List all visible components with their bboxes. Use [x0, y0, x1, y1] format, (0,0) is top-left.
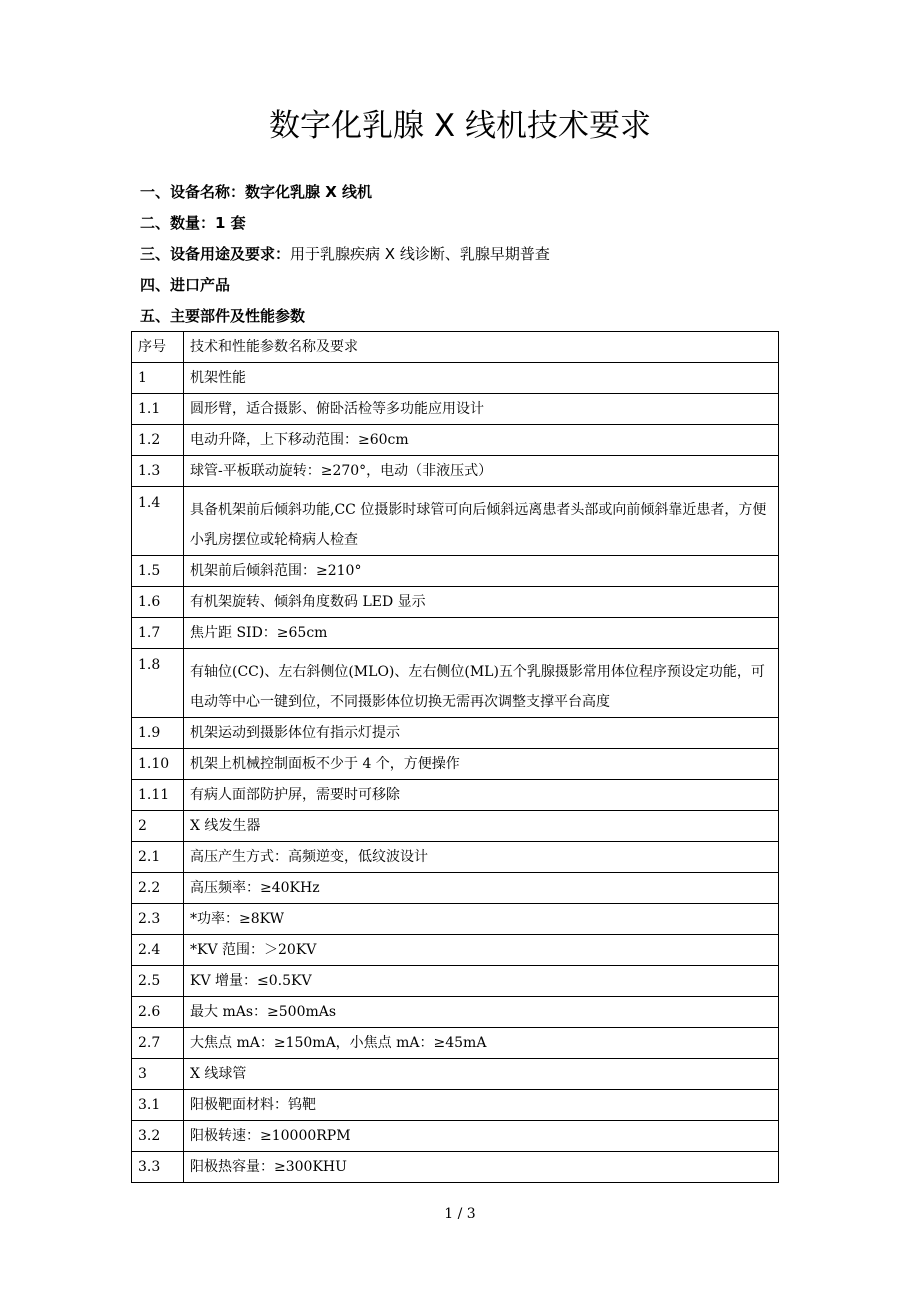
table-row	[132, 649, 779, 718]
row-number-cell: 2.5	[132, 966, 184, 997]
table-row	[132, 425, 779, 456]
row-description-cell: 机架运动到摄影体位有指示灯提示	[184, 718, 779, 749]
row-number-cell: 2	[132, 811, 184, 842]
document-title: 数字化乳腺 X 线机技术要求	[269, 108, 651, 144]
row-description-cell: X 线球管	[184, 1059, 779, 1090]
table-row	[132, 556, 779, 587]
row-number-cell: 2.7	[132, 1028, 184, 1059]
table-row	[132, 456, 779, 487]
section-text: 用于乳腺疾病 X 线诊断、乳腺早期普查	[290, 245, 550, 263]
table-row	[132, 1059, 779, 1090]
row-description-cell: 电动升降，上下移动范围：≥60cm	[184, 425, 779, 456]
row-number-cell: 2.6	[132, 997, 184, 1028]
row-description-cell: 有机架旋转、倾斜角度数码 LED 显示	[184, 587, 779, 618]
table-row	[132, 1152, 779, 1183]
row-number-cell: 3.1	[132, 1090, 184, 1121]
table-row	[132, 749, 779, 780]
section-label: 五、主要部件及性能参数	[140, 307, 306, 325]
table-row	[132, 1090, 779, 1121]
row-number-cell: 3	[132, 1059, 184, 1090]
row-description-cell: *功率：≥8KW	[184, 904, 779, 935]
table-row	[132, 487, 779, 556]
section-label: 三、设备用途及要求：	[140, 245, 291, 263]
table-row	[132, 394, 779, 425]
page-number: 1 / 3	[444, 1206, 476, 1222]
table-row	[132, 1028, 779, 1059]
spec-table	[131, 331, 779, 1183]
row-description-cell: 阳极热容量：≥300KHU	[184, 1152, 779, 1183]
row-number-cell: 1.1	[132, 394, 184, 425]
table-row	[132, 618, 779, 649]
section-heading-imported	[140, 274, 230, 296]
row-description-cell: 机架上机械控制面板不少于 4 个，方便操作	[184, 749, 779, 780]
row-description-cell: 有病人面部防护屏，需要时可移除	[184, 780, 779, 811]
row-description-cell: *KV 范围：＞20KV	[184, 935, 779, 966]
row-description-cell: 最大 mAs：≥500mAs	[184, 997, 779, 1028]
row-description-cell: 机架性能	[184, 363, 779, 394]
section-label: 四、进口产品	[140, 276, 231, 294]
section-heading-usage	[140, 243, 550, 265]
row-number-cell: 2.4	[132, 935, 184, 966]
table-row	[132, 587, 779, 618]
row-number-cell: 1.11	[132, 780, 184, 811]
row-description-cell: 圆形臂，适合摄影、俯卧活检等多功能应用设计	[184, 394, 779, 425]
section-label: 一、设备名称：	[140, 183, 246, 201]
table-body	[132, 363, 779, 1183]
table-row	[132, 966, 779, 997]
header-cell-desc: 技术和性能参数名称及要求	[184, 332, 779, 363]
row-number-cell: 1.6	[132, 587, 184, 618]
section-heading-device-name	[140, 181, 372, 203]
row-number-cell: 1.8	[132, 649, 184, 718]
row-number-cell: 2.1	[132, 842, 184, 873]
row-description-cell: 大焦点 mA：≥150mA，小焦点 mA：≥45mA	[184, 1028, 779, 1059]
row-description-cell: 阳极转速：≥10000RPM	[184, 1121, 779, 1152]
table-row	[132, 811, 779, 842]
table-row	[132, 935, 779, 966]
row-description-cell: 焦片距 SID：≥65cm	[184, 618, 779, 649]
row-number-cell: 3.2	[132, 1121, 184, 1152]
table-row	[132, 842, 779, 873]
row-number-cell: 1.3	[132, 456, 184, 487]
table-row	[132, 363, 779, 394]
section-text: 数字化乳腺 X 线机	[245, 183, 373, 201]
table-row	[132, 718, 779, 749]
row-number-cell: 1.2	[132, 425, 184, 456]
table-row	[132, 1121, 779, 1152]
row-number-cell: 1	[132, 363, 184, 394]
row-number-cell: 2.2	[132, 873, 184, 904]
section-text: 1 套	[215, 214, 246, 232]
row-description-cell: 阳极靶面材料：钨靶	[184, 1090, 779, 1121]
header-cell-no: 序号	[132, 332, 184, 363]
section-heading-parameters	[140, 305, 305, 327]
table-row	[132, 873, 779, 904]
table-header-row	[132, 332, 779, 363]
row-number-cell: 3.3	[132, 1152, 184, 1183]
row-description-cell: 具备机架前后倾斜功能,CC 位摄影时球管可向后倾斜远离患者头部或向前倾斜靠近患者，方便小乳房摆位或轮椅病人检查	[184, 487, 779, 556]
row-number-cell: 1.7	[132, 618, 184, 649]
row-description-cell: 机架前后倾斜范围：≥210°	[184, 556, 779, 587]
table-row	[132, 904, 779, 935]
row-number-cell: 1.9	[132, 718, 184, 749]
section-heading-quantity	[140, 212, 246, 234]
table-row	[132, 780, 779, 811]
row-number-cell: 1.4	[132, 487, 184, 556]
row-description-cell: 球管-平板联动旋转：≥270°，电动（非液压式）	[184, 456, 779, 487]
row-description-cell: 高压频率：≥40KHz	[184, 873, 779, 904]
row-number-cell: 2.3	[132, 904, 184, 935]
row-description-cell: X 线发生器	[184, 811, 779, 842]
table-row	[132, 997, 779, 1028]
row-number-cell: 1.10	[132, 749, 184, 780]
row-description-cell: 有轴位(CC)、左右斜侧位(MLO)、左右侧位(ML)五个乳腺摄影常用体位程序预设定功能，可电动等中心一键到位，不同摄影体位切换无需再次调整支撑平台高度	[184, 649, 779, 718]
row-number-cell: 1.5	[132, 556, 184, 587]
row-description-cell: 高压产生方式：高频逆变，低纹波设计	[184, 842, 779, 873]
section-label: 二、数量：	[140, 214, 216, 232]
row-description-cell: KV 增量：≤0.5KV	[184, 966, 779, 997]
